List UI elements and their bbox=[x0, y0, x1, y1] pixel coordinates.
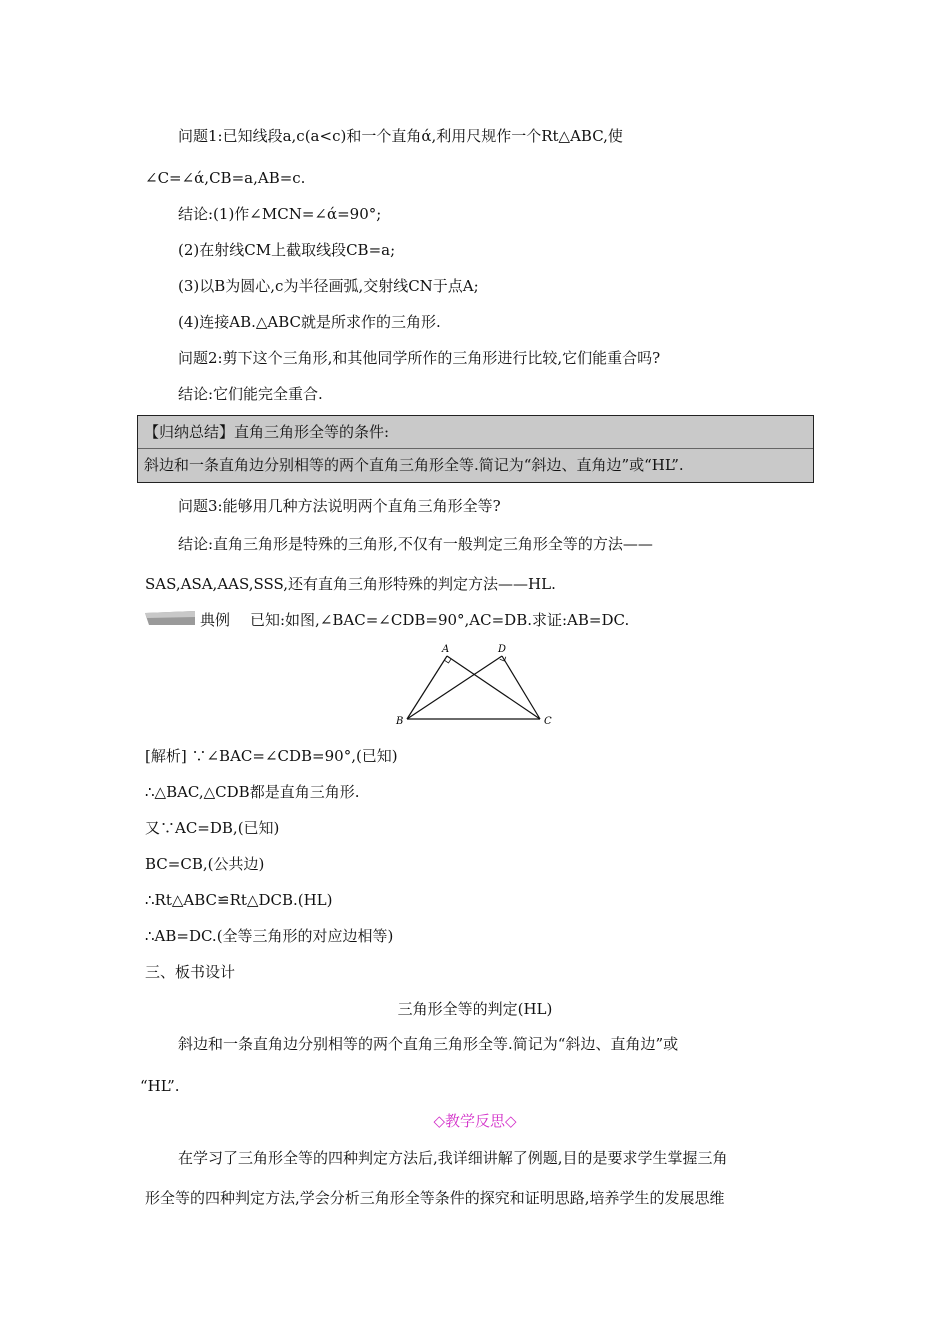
board-line1: 斜边和一条直角边分别相等的两个直角三角形全等.简记为“斜边、直角边”或 bbox=[178, 1035, 679, 1053]
conclusion1-step3: (3)以B为圆心,c为半径画弧,交射线CN于点A; bbox=[178, 277, 479, 295]
conclusion3-line2: SAS,ASA,AAS,SSS,还有直角三角形特殊的判定方法——HL. bbox=[145, 575, 556, 593]
solution-line4: BC=CB,(公共边) bbox=[145, 855, 265, 873]
solution-line3: 又∵AC=DB,(已知) bbox=[145, 819, 280, 837]
board-line2: “HL”. bbox=[140, 1077, 180, 1095]
reflection-heading: ◇教学反思◇ bbox=[433, 1112, 517, 1130]
example-text: 已知:如图,∠BAC=∠CDB=90°,AC=DB.求证:AB=DC. bbox=[250, 611, 630, 629]
example-label: 典例 bbox=[200, 611, 231, 629]
label-c: C bbox=[544, 716, 552, 727]
solution-line1: [解析] ∵∠BAC=∠CDB=90°,(已知) bbox=[145, 747, 398, 765]
problem2: 问题2:剪下这个三角形,和其他同学所作的三角形进行比较,它们能重合吗? bbox=[178, 349, 661, 367]
label-d: D bbox=[498, 644, 507, 655]
problem1-line1: 问题1:已知线段a,c(a<c)和一个直角ά,利用尺规作一个Rt△ABC,使 bbox=[178, 127, 623, 145]
solution-line5: ∴Rt△ABC≌Rt△DCB.(HL) bbox=[145, 891, 333, 909]
triangle-figure bbox=[392, 640, 562, 730]
conclusion1-step4: (4)连接AB.△ABC就是所求作的三角形. bbox=[178, 313, 441, 331]
solution-line2: ∴△BAC,△CDB都是直角三角形. bbox=[145, 783, 360, 801]
solution-line6: ∴AB=DC.(全等三角形的对应边相等) bbox=[145, 927, 394, 945]
summary-box bbox=[137, 415, 814, 483]
reflection-line1: 在学习了三角形全等的四种判定方法后,我详细讲解了例题,目的是要求学生掌握三角 bbox=[178, 1149, 728, 1167]
problem3: 问题3:能够用几种方法说明两个直角三角形全等? bbox=[178, 497, 501, 515]
example-banner-icon bbox=[145, 611, 195, 625]
summary-divider bbox=[138, 448, 813, 449]
label-a: A bbox=[442, 644, 450, 655]
conclusion1-step1: 结论:(1)作∠MCN=∠ά=90°; bbox=[178, 205, 382, 223]
summary-content: 斜边和一条直角边分别相等的两个直角三角形全等.简记为“斜边、直角边”或“HL”. bbox=[144, 456, 684, 474]
label-b: B bbox=[396, 716, 404, 727]
problem1-line2: ∠C=∠ά,CB=a,AB=c. bbox=[145, 169, 306, 187]
conclusion2: 结论:它们能完全重合. bbox=[178, 385, 323, 403]
board-title: 三角形全等的判定(HL) bbox=[397, 1000, 553, 1018]
reflection-line2: 形全等的四种判定方法,学会分析三角形全等条件的探究和证明思路,培养学生的发展思维 bbox=[145, 1189, 725, 1207]
summary-title: 【归纳总结】直角三角形全等的条件: bbox=[144, 423, 390, 441]
conclusion1-step2: (2)在射线CM上截取线段CB=a; bbox=[178, 241, 396, 259]
board-heading: 三、板书设计 bbox=[145, 963, 236, 981]
conclusion3-line1: 结论:直角三角形是特殊的三角形,不仅有一般判定三角形全等的方法—— bbox=[178, 535, 653, 553]
